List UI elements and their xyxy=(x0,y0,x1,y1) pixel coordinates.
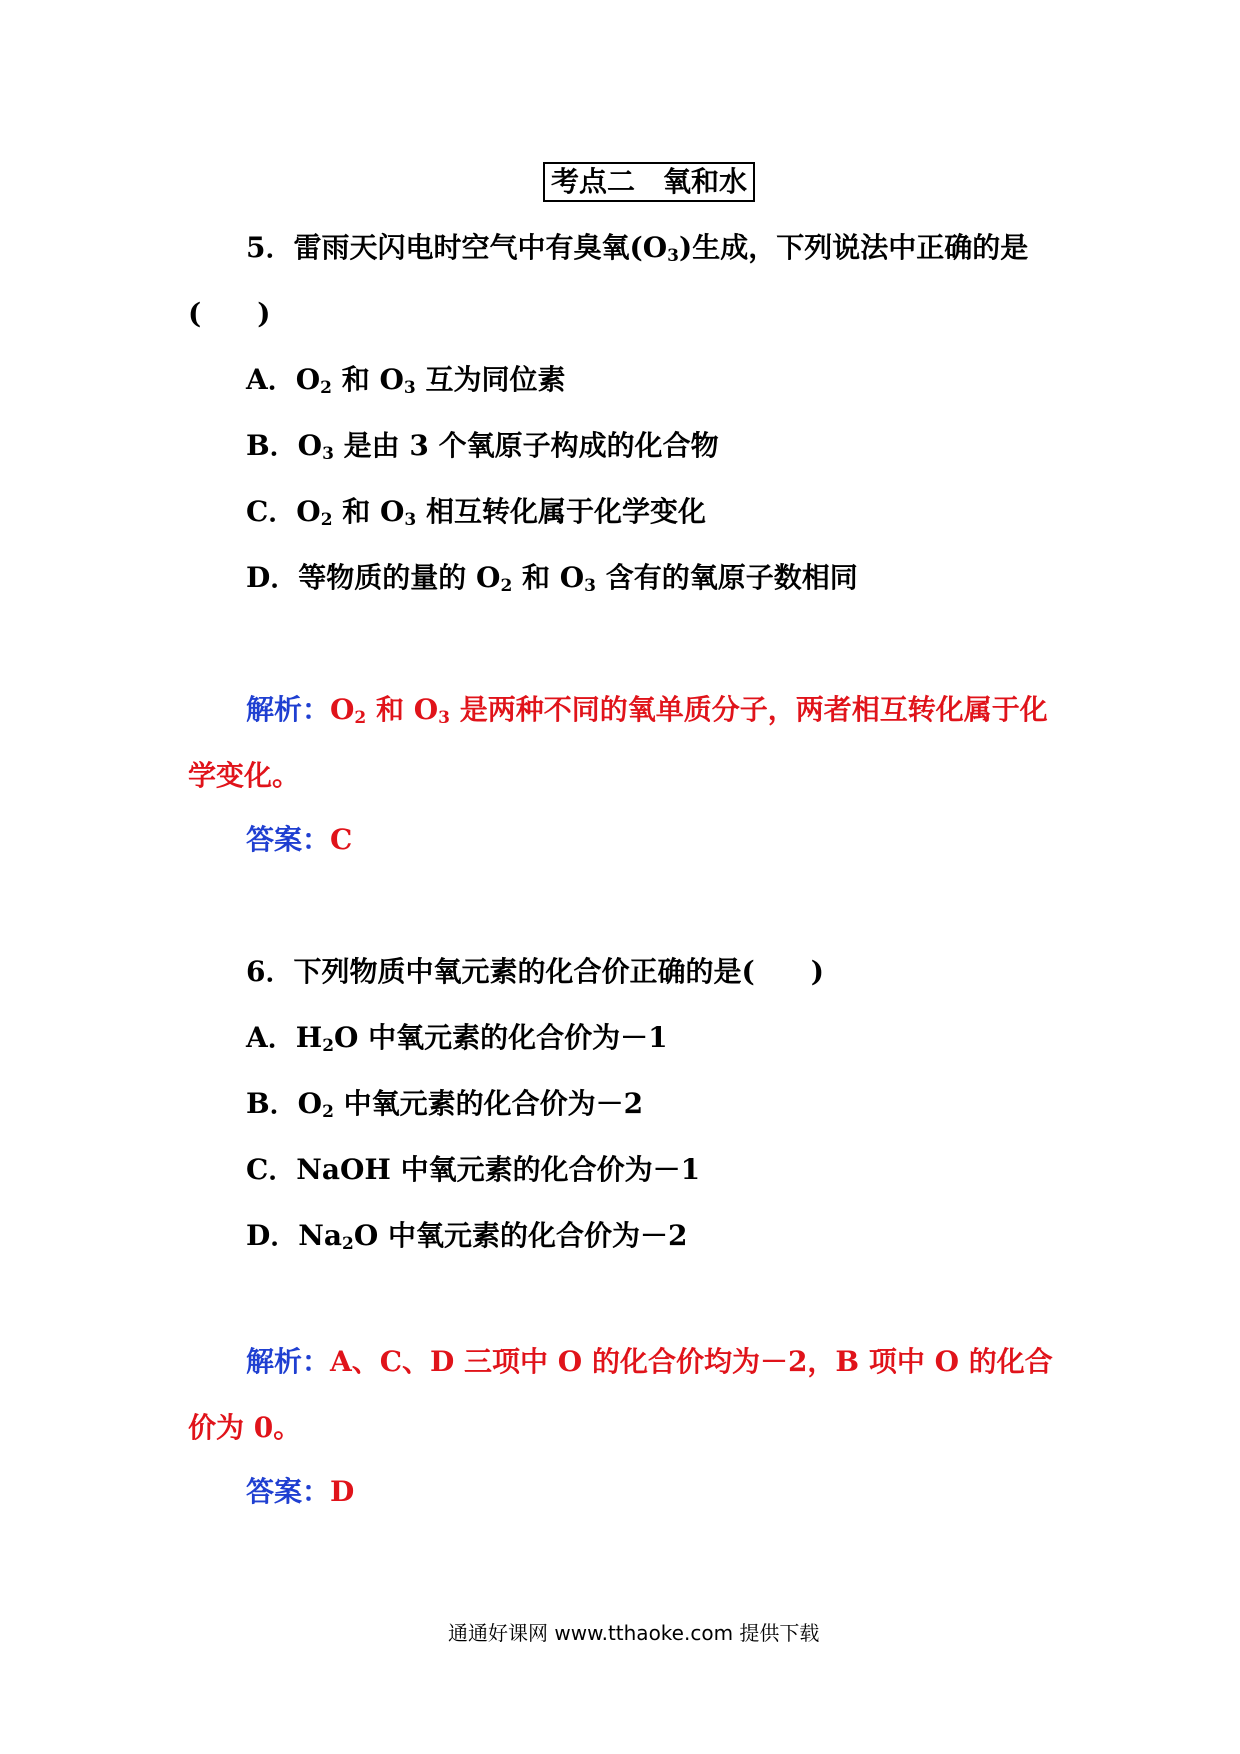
q6-option-a: A．$H_2O$ 中氧元素的化合价为－1 xyxy=(246,1021,668,1056)
footer-text: 通通好课网 www.tthaoke.com 提供下载 xyxy=(448,1621,820,1645)
q5-option-c: C．$O_2$ 和 $O_3$ 相互转化属于化学变化 xyxy=(246,495,707,530)
answer-value: C xyxy=(330,823,353,856)
q5-paren: ( ) xyxy=(188,297,271,330)
q5-option-a: A．$O_2$ 和 $O_3$ 互为同位素 xyxy=(246,363,566,398)
q5-answer xyxy=(246,822,352,858)
answer-label: 答案： xyxy=(246,1475,331,1508)
q6-number: 6． xyxy=(246,955,294,988)
section-title xyxy=(543,162,755,202)
analysis-label: 解析： xyxy=(246,1345,331,1378)
q6-analysis: 解析：A、C、D 三项中 O 的化合价均为－2，B 项中 O 的化合 xyxy=(246,1345,1053,1378)
q5-analysis: 解析：$O_2$ 和 $O_3$ 是两种不同的氧单质分子，两者相互转化属于化 xyxy=(246,693,1048,728)
q6-answer xyxy=(246,1474,354,1510)
q6-option-b: B．$O_2$ 中氧元素的化合价为－2 xyxy=(246,1087,644,1122)
answer-value: D xyxy=(330,1475,355,1508)
q5-stem: 5．雷雨天闪电时空气中有臭氧$(O_3)$生成，下列说法中正确的是 xyxy=(246,231,1029,266)
answer-label: 答案： xyxy=(246,823,331,856)
q5-number: 5． xyxy=(246,231,294,264)
q5-option-d: D．等物质的量的 $O_2$ 和 $O_3$ 含有的氧原子数相同 xyxy=(246,561,858,596)
q6-option-c: C．NaOH 中氧元素的化合价为－1 xyxy=(246,1153,701,1186)
section-title-part2: 氧和水 xyxy=(663,165,748,198)
q6-analysis-continued: 价为 0。 xyxy=(188,1411,302,1444)
q6-option-d: D．$Na_2O$ 中氧元素的化合价为－2 xyxy=(246,1219,688,1254)
analysis-label: 解析： xyxy=(246,693,331,726)
q5-analysis-continued: 学变化。 xyxy=(188,759,301,792)
q5-option-b: B．$O_3$ 是由 3 个氧原子构成的化合物 xyxy=(246,429,719,464)
section-title-part1: 考点二 xyxy=(551,165,636,198)
q6-stem: 6．下列物质中氧元素的化合价正确的是( ) xyxy=(246,955,824,988)
